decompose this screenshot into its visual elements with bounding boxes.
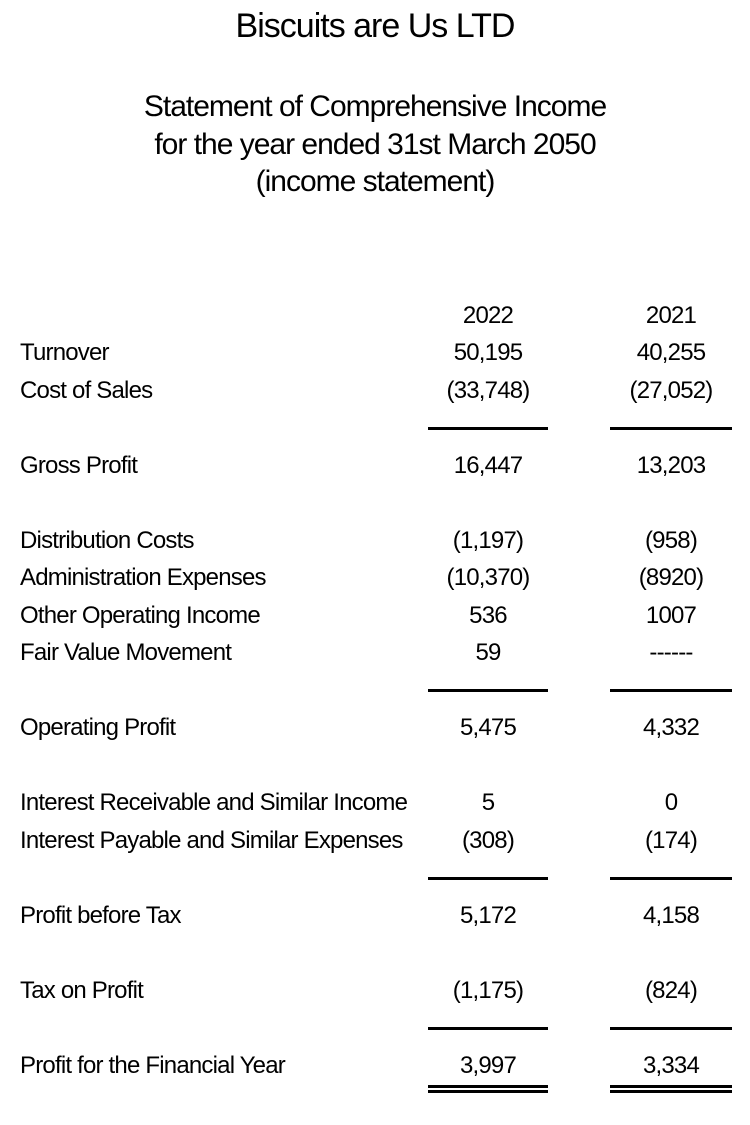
row-label: Fair Value Movement <box>20 639 232 667</box>
subtotal-rule-row <box>0 672 750 710</box>
total-double-rule-row <box>0 1085 750 1095</box>
spacer-row <box>0 935 750 973</box>
horizontal-rule <box>428 877 548 880</box>
row-label: Profit before Tax <box>20 901 181 929</box>
double-rule <box>610 1085 732 1093</box>
table-row-interest-receivable <box>0 785 750 823</box>
income-statement-table <box>0 297 750 1095</box>
subtitle-line-3: (income statement) <box>255 165 495 198</box>
column-header-2022: 2022 <box>462 301 514 329</box>
table-row-cost-of-sales <box>0 372 750 410</box>
row-label: Profit for the Financial Year <box>20 1051 285 1079</box>
subtotal-rule-row <box>0 410 750 448</box>
table-row-gross-profit <box>0 447 750 485</box>
value-2021: 13,203 <box>636 451 706 479</box>
row-label: Distribution Costs <box>20 526 194 554</box>
value-2022: 50,195 <box>453 339 523 367</box>
horizontal-rule <box>610 877 732 880</box>
value-2021: 1007 <box>645 601 697 629</box>
table-row-other-operating-income <box>0 597 750 635</box>
table-row-administration-expenses <box>0 560 750 598</box>
value-2021: 0 <box>664 789 678 817</box>
subtitle-line-2: for the year ended 31st March 2050 <box>154 127 596 161</box>
double-rule <box>428 1085 548 1093</box>
subtotal-rule-row <box>0 1010 750 1048</box>
value-2022: 5 <box>481 789 495 817</box>
row-label: Tax on Profit <box>20 976 143 1004</box>
horizontal-rule <box>428 689 548 692</box>
row-label: Interest Payable and Similar Expenses <box>20 826 403 854</box>
row-label: Operating Profit <box>20 714 176 742</box>
subtitle-line-1: Statement of Comprehensive Income <box>143 90 607 123</box>
value-2021: 3,334 <box>642 1051 700 1079</box>
value-2021: (27,052) <box>629 376 713 404</box>
value-2022: 5,172 <box>459 901 517 929</box>
value-2021: 4,332 <box>642 714 700 742</box>
horizontal-rule <box>428 427 548 430</box>
spacer-row <box>0 485 750 523</box>
value-2021: 40,255 <box>636 339 706 367</box>
table-row-fair-value-movement <box>0 635 750 673</box>
column-header-2021: 2021 <box>645 301 697 329</box>
value-2022: (1,175) <box>452 976 524 1004</box>
table-header-row <box>0 297 750 335</box>
value-2022: 59 <box>475 639 501 667</box>
row-label: Interest Receivable and Similar Income <box>20 789 408 817</box>
value-2021: (958) <box>644 526 698 554</box>
horizontal-rule <box>610 427 732 430</box>
value-2022: (308) <box>461 826 515 854</box>
row-label: Turnover <box>20 339 109 367</box>
table-row-turnover <box>0 335 750 373</box>
horizontal-rule <box>610 1027 732 1030</box>
spacer-row <box>0 747 750 785</box>
statement-subtitle <box>0 88 750 201</box>
row-label: Other Operating Income <box>20 601 260 629</box>
table-row-profit-for-financial-year <box>0 1047 750 1085</box>
horizontal-rule <box>610 689 732 692</box>
horizontal-rule <box>428 1027 548 1030</box>
company-name: Biscuits are Us LTD <box>235 7 515 45</box>
value-2021: (8920) <box>638 564 704 592</box>
table-row-operating-profit <box>0 710 750 748</box>
value-2021: (824) <box>644 976 698 1004</box>
value-2022: (1,197) <box>452 526 524 554</box>
value-2021: ------ <box>649 639 693 667</box>
value-2021: 4,158 <box>642 901 700 929</box>
row-label: Administration Expenses <box>20 564 266 592</box>
row-label: Cost of Sales <box>20 376 153 404</box>
table-row-profit-before-tax <box>0 897 750 935</box>
value-2022: 3,997 <box>459 1051 517 1079</box>
value-2022: (10,370) <box>446 564 530 592</box>
subtotal-rule-row <box>0 860 750 898</box>
table-row-distribution-costs <box>0 522 750 560</box>
value-2021: (174) <box>644 826 698 854</box>
row-label: Gross Profit <box>20 451 138 479</box>
value-2022: 16,447 <box>453 451 523 479</box>
value-2022: (33,748) <box>446 376 530 404</box>
table-row-tax-on-profit <box>0 972 750 1010</box>
table-row-interest-payable <box>0 822 750 860</box>
value-2022: 5,475 <box>459 714 517 742</box>
value-2022: 536 <box>469 601 507 629</box>
